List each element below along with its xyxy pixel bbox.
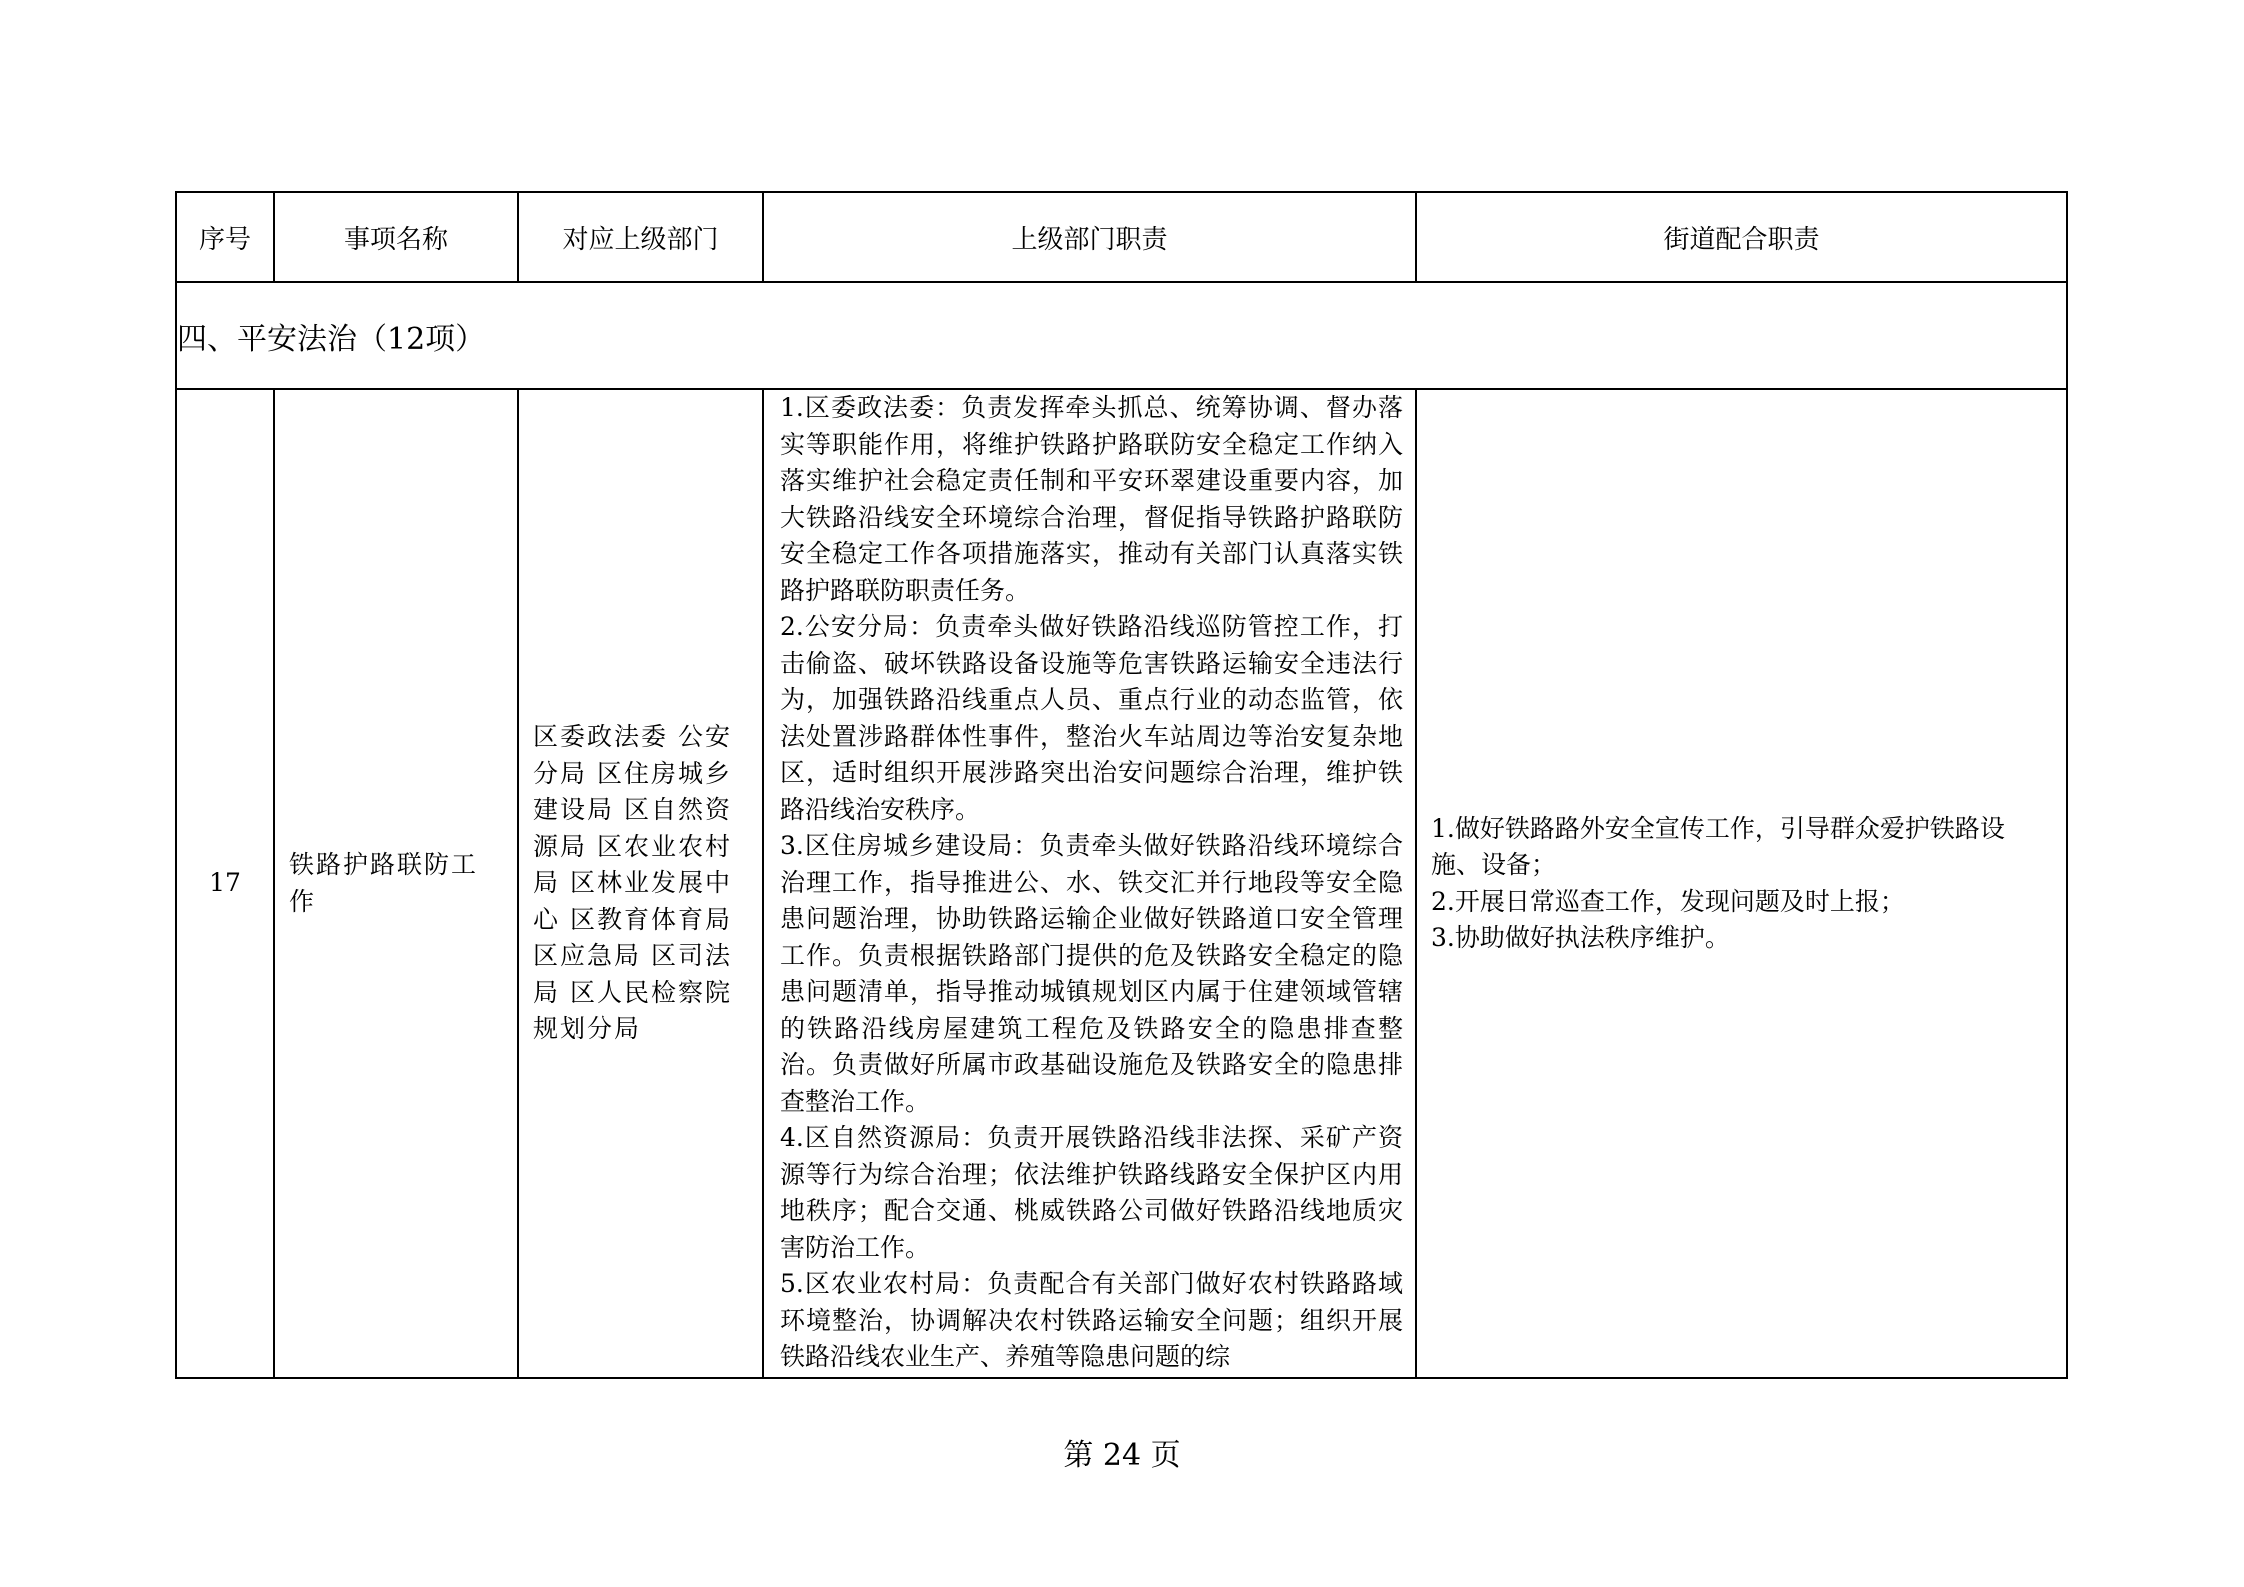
header-superior-duties: 上级部门职责: [763, 192, 1416, 282]
header-street-duties: 街道配合职责: [1416, 192, 2067, 282]
street-duty-item: 2.开展日常巡查工作，发现问题及时上报；: [1431, 886, 1905, 916]
duty-item: 4.区自然资源局：负责开展铁路沿线非法探、采矿产资源等行为综合治理；依法维护铁路线路安全保护区内用地秩序；配合交通、桃威铁路公司做好铁路沿线地质灾害防治工作。: [780, 1123, 1403, 1262]
superior-duties-cell: [763, 389, 1416, 1378]
superior-duties-text: [780, 390, 1403, 1377]
header-item-name: 事项名称: [274, 192, 518, 282]
section-row: [176, 282, 2067, 389]
duty-item: 5.区农业农村局：负责配合有关部门做好农村铁路路域环境整治，协调解决农村铁路运输安全问题；组织开展铁路沿线农业生产、养殖等隐患问题的综: [780, 1269, 1403, 1371]
responsibility-table: [175, 191, 2068, 1379]
page-number: 第 24 页: [1063, 1438, 1181, 1473]
duty-item: 1.区委政法委：负责发挥牵头抓总、统筹协调、督办落实等职能作用，将维护铁路护路联防安全稳定工作纳入落实维护社会稳定责任制和平安环翠建设重要内容，加大铁路沿线安全环境综合治理，督促指导铁路护路联防安全稳定工作各项措施落实，推动有关部门认真落实铁路护路联防职责任务。: [780, 393, 1403, 605]
street-duty-item: 3.协助做好执法秩序维护。: [1431, 923, 1730, 952]
street-duties-cell: [1416, 389, 2067, 1378]
duty-item: 3.区住房城乡建设局：负责牵头做好铁路沿线环境综合治理工作，指导推进公、水、铁交汇并行地段等安全隐患问题治理，协助铁路运输企业做好铁路道口安全管理工作。负责根据铁路部门提供的危及铁路安全稳定的隐患问题清单，指导推动城镇规划区内属于住建领域管辖的铁路沿线房屋建筑工程危及铁路安全的隐患排查整治。负责做好所属市政基础设施危及铁路安全的隐患排查整治工作。: [780, 831, 1403, 1116]
table-header-row: [176, 192, 2067, 282]
item-name: 铁路护路联防工作: [274, 389, 518, 1378]
row-number: 17: [176, 389, 274, 1378]
header-no: 序号: [176, 192, 274, 282]
table-row: [176, 389, 2067, 1378]
duty-item: 2.公安分局：负责牵头做好铁路沿线巡防管控工作，打击偷盗、破坏铁路设备设施等危害铁路运输安全违法行为，加强铁路沿线重点人员、重点行业的动态监管，依法处置涉路群体性事件，整治火车站周边等治安复杂地区，适时组织开展涉路突出治安问题综合治理，维护铁路沿线治安秩序。: [780, 612, 1403, 824]
superior-departments: 区委政法委 公安分局 区住房城乡建设局 区自然资源局 区农业农村局 区林业发展中心 区教育体育局 区应急局 区司法局 区人民检察院 规划分局: [518, 389, 763, 1378]
header-superior-dept: 对应上级部门: [518, 192, 763, 282]
street-duty-item: 1.做好铁路路外安全宣传工作，引导群众爱护铁路设施、设备；: [1431, 813, 2005, 879]
section-title: 四、平安法治（12项）: [176, 282, 2067, 389]
